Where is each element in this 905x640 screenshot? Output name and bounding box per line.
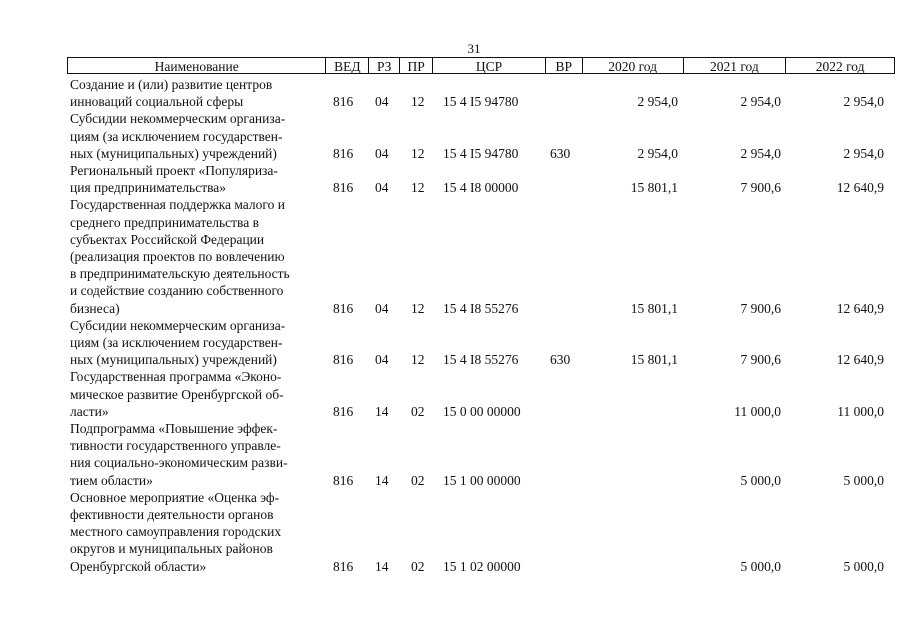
table-row (70, 196, 895, 316)
cell-name-line: Государственная программа «Эконо- (70, 369, 282, 385)
table-row (70, 368, 895, 420)
table-row (70, 489, 895, 575)
cell-2020: 2 954,0 (637, 94, 678, 110)
cell-name-line: ных (муниципальных) учреждений) (70, 352, 277, 368)
cell-name (70, 110, 322, 162)
cell-name-line: Оренбургской области» (70, 558, 207, 574)
cell-name-line: Создание и (или) развитие центров (70, 77, 273, 92)
cell-name-line: тием области» (70, 472, 153, 488)
cell-name-line: ция предпринимательства» (70, 180, 227, 196)
cell-2020: 2 954,0 (637, 145, 678, 161)
cell-2022: 11 000,0 (837, 403, 884, 419)
cell-2022: 12 640,9 (836, 352, 884, 368)
cell-name (70, 368, 322, 420)
header-csr: ЦСР (433, 58, 546, 73)
cell-rz: 04 (375, 300, 389, 316)
cell-name-line: инноваций социальной сферы (70, 94, 244, 110)
cell-csr: 15 4 I8 55276 (443, 300, 519, 316)
cell-csr: 15 1 02 00000 (443, 558, 521, 574)
cell-2022: 12 640,9 (836, 180, 884, 196)
cell-2022: 5 000,0 (843, 472, 884, 488)
cell-ved: 816 (333, 94, 354, 110)
cell-name (70, 76, 322, 110)
table-row (70, 420, 895, 489)
cell-name (70, 162, 322, 196)
cell-pr: 02 (411, 558, 425, 574)
cell-csr: 15 4 I8 00000 (443, 180, 519, 196)
cell-2021: 2 954,0 (740, 145, 781, 161)
cell-name-line: тивности государственного управле- (70, 438, 281, 454)
cell-pr: 02 (411, 472, 425, 488)
cell-2020: 15 801,1 (630, 300, 678, 316)
cell-ved: 816 (333, 145, 354, 161)
header-2021: 2021 год (684, 58, 787, 73)
cell-ved: 816 (333, 352, 354, 368)
cell-vr: 630 (550, 352, 571, 368)
cell-name-line: циям (за исключением государствен- (70, 128, 283, 144)
table-header (67, 57, 895, 74)
cell-name (70, 420, 322, 489)
table-body (70, 76, 895, 575)
cell-2021: 5 000,0 (740, 558, 781, 574)
cell-2020: 15 801,1 (630, 180, 678, 196)
cell-csr: 15 1 00 00000 (443, 472, 521, 488)
cell-2021: 7 900,6 (740, 180, 781, 196)
cell-2021: 11 000,0 (734, 403, 781, 419)
cell-name-line: в предпринимательскую деятельность (70, 266, 290, 282)
cell-name-line: ния социально-экономическим разви- (70, 455, 288, 471)
cell-2021: 5 000,0 (740, 472, 781, 488)
cell-pr: 12 (411, 94, 425, 110)
cell-pr: 12 (411, 180, 425, 196)
cell-rz: 14 (375, 403, 389, 419)
cell-name-line: Субсидии некоммерческим организа- (70, 317, 286, 333)
cell-name-line: фективности деятельности органов (70, 507, 274, 523)
cell-ved: 816 (333, 403, 354, 419)
cell-name-line: Основное мероприятие «Оценка эф- (70, 489, 280, 505)
cell-name-line: местного самоуправления городских (70, 524, 282, 540)
cell-2022: 2 954,0 (843, 145, 884, 161)
cell-rz: 04 (375, 94, 389, 110)
cell-ved: 816 (333, 300, 354, 316)
table-row (70, 76, 895, 110)
table-row (70, 110, 895, 162)
cell-name-line: Субсидии некоммерческим организа- (70, 111, 286, 127)
cell-name-line: Подпрограмма «Повышение эффек- (70, 421, 278, 437)
cell-csr: 15 4 I5 94780 (443, 94, 519, 110)
cell-2021: 7 900,6 (740, 352, 781, 368)
cell-2022: 12 640,9 (836, 300, 884, 316)
cell-ved: 816 (333, 472, 354, 488)
cell-name-line: циям (за исключением государствен- (70, 335, 283, 351)
cell-pr: 02 (411, 403, 425, 419)
header-pr: ПР (400, 58, 433, 73)
header-rz: РЗ (369, 58, 400, 73)
cell-rz: 04 (375, 180, 389, 196)
cell-rz: 04 (375, 352, 389, 368)
cell-2021: 2 954,0 (740, 94, 781, 110)
cell-rz: 04 (375, 145, 389, 161)
cell-csr: 15 4 I8 55276 (443, 352, 519, 368)
cell-2022: 2 954,0 (843, 94, 884, 110)
cell-2022: 5 000,0 (843, 558, 884, 574)
table-row (70, 317, 895, 369)
cell-name-line: Государственная поддержка малого и (70, 197, 285, 213)
header-ved: ВЕД (326, 58, 369, 73)
cell-name (70, 196, 322, 316)
cell-csr: 15 4 I5 94780 (443, 145, 519, 161)
cell-pr: 12 (411, 145, 425, 161)
cell-vr: 630 (550, 145, 571, 161)
cell-name-line: мическое развитие Оренбургской об- (70, 386, 284, 402)
cell-name (70, 317, 322, 369)
header-name: Наименование (68, 58, 326, 73)
cell-name-line: Региональный проект «Популяриза- (70, 163, 278, 179)
cell-rz: 14 (375, 472, 389, 488)
cell-name-line: ных (муниципальных) учреждений) (70, 145, 277, 161)
cell-rz: 14 (375, 558, 389, 574)
cell-name-line: бизнеса) (70, 300, 120, 316)
header-2022: 2022 год (815, 59, 865, 74)
cell-csr: 15 0 00 00000 (443, 403, 521, 419)
page-number: 31 (467, 41, 481, 56)
cell-2020: 15 801,1 (630, 352, 678, 368)
cell-ved: 816 (333, 558, 354, 574)
cell-name-line: округов и муниципальных районов (70, 541, 273, 557)
cell-name-line: ласти» (70, 403, 109, 419)
header-2020: 2020 год (583, 58, 684, 73)
cell-ved: 816 (333, 180, 354, 196)
cell-name (70, 489, 322, 575)
cell-name-line: (реализация проектов по вовлечению (70, 249, 285, 265)
cell-name-line: среднего предпринимательства в (70, 214, 259, 230)
table-row (70, 162, 895, 196)
header-vr: ВР (546, 58, 583, 73)
cell-2021: 7 900,6 (740, 300, 781, 316)
cell-name-line: и содействие созданию собственного (70, 283, 284, 299)
cell-pr: 12 (411, 352, 425, 368)
cell-pr: 12 (411, 300, 425, 316)
cell-name-line: субъектах Российской Федерации (70, 231, 265, 247)
